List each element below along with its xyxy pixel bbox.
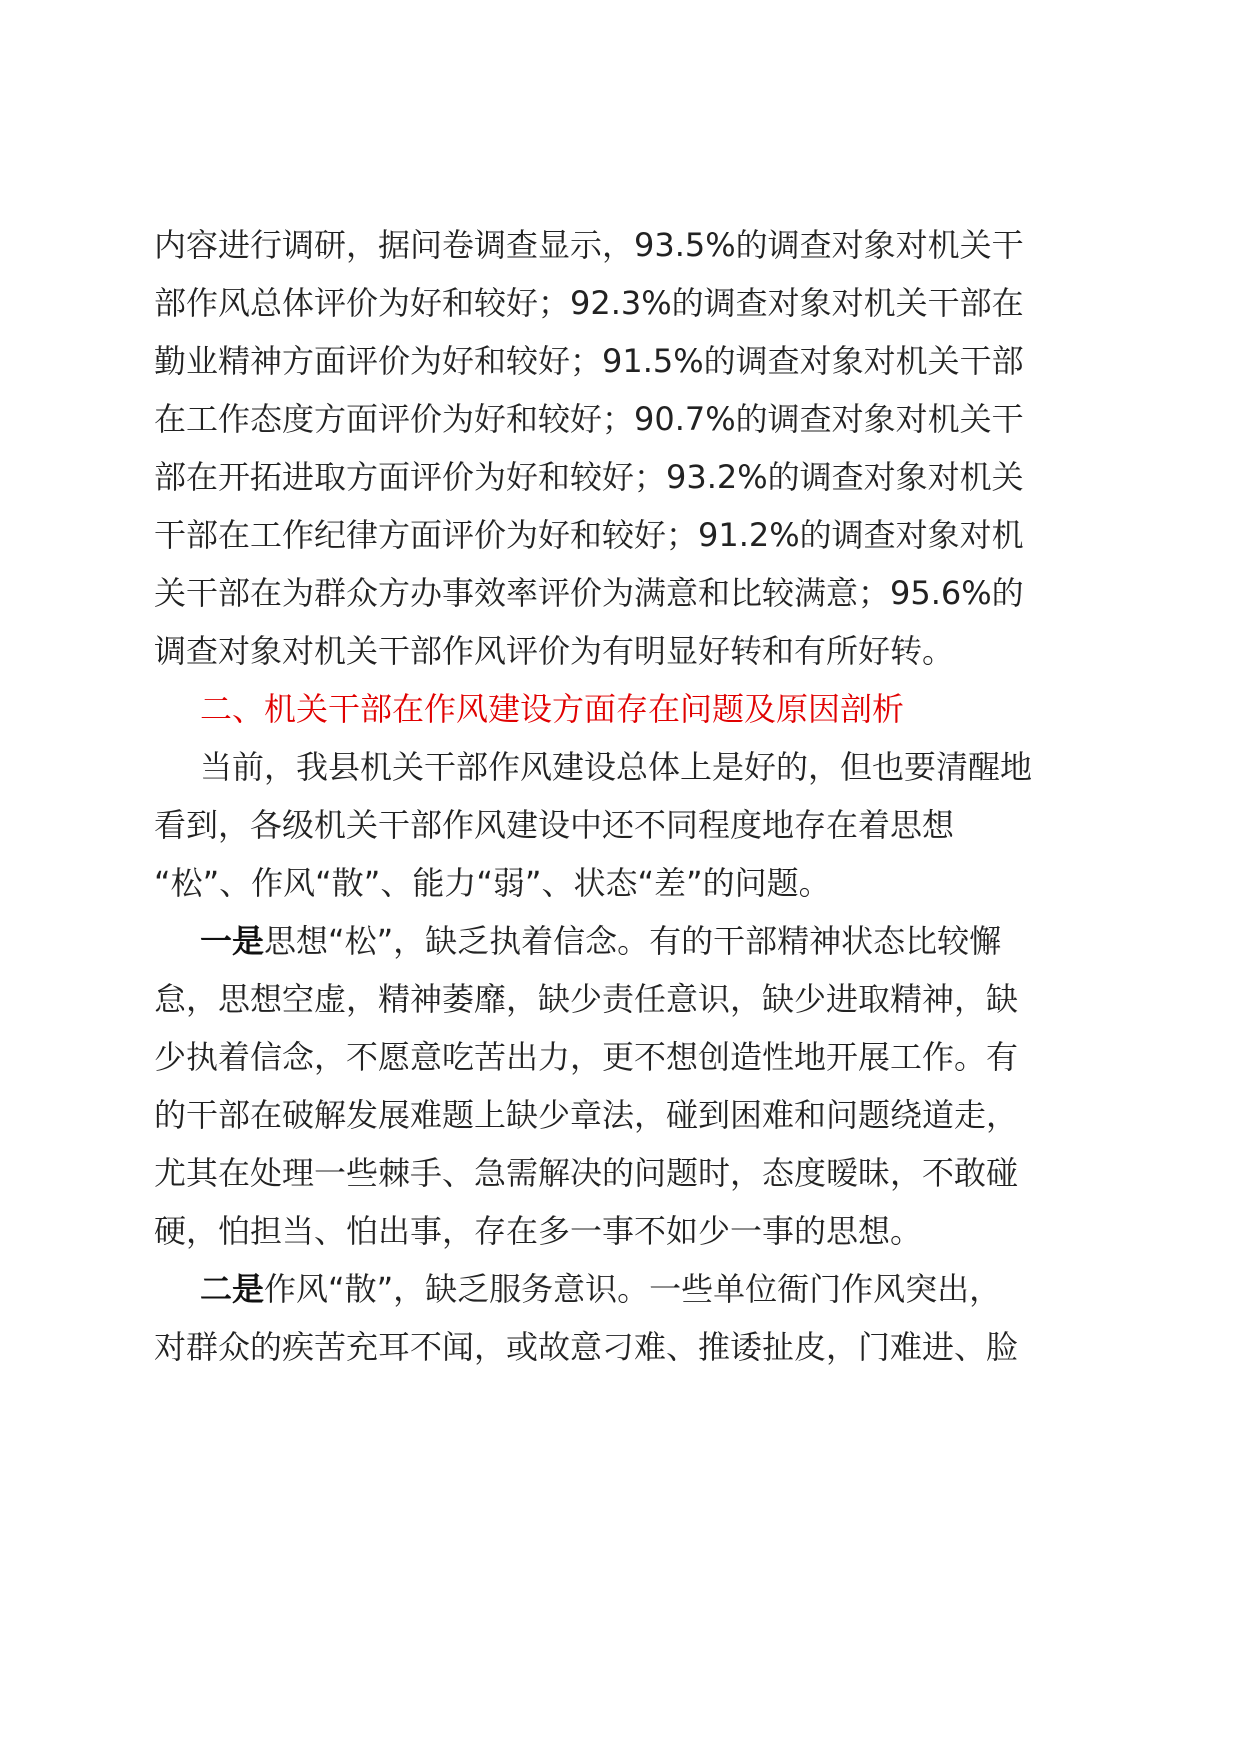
paragraph-text: 思想“松”，缺乏执着信念。有的干部精神状态比较懈	[264, 922, 1002, 960]
paragraph-line: 内容进行调研，据问卷调查显示，93.5%的调查对象对机关干	[154, 226, 1024, 264]
paragraph-line: 少执着信念，不愿意吃苦出力，更不想创造性地开展工作。有	[154, 1038, 1019, 1076]
paragraph-first-line	[200, 1259, 1001, 1319]
paragraph-line: 干部在工作纪律方面评价为好和较好；91.2%的调查对象对机	[154, 516, 1024, 554]
paragraph-line: 调查对象对机关干部作风评价为有明显好转和有所好转。	[154, 632, 955, 670]
paragraph-text: 作风“散”，缺乏服务意识。一些单位衙门作风突出，	[264, 1270, 1002, 1308]
paragraph-line: 的干部在破解发展难题上缺少章法，碰到困难和问题绕道走，	[154, 1096, 1019, 1134]
paragraph-line: 部作风总体评价为好和较好；92.3%的调查对象对机关干部在	[154, 284, 1024, 322]
section-heading: 二、机关干部在作风建设方面存在问题及原因剖析	[200, 690, 905, 728]
paragraph-line: 部在开拓进取方面评价为好和较好；93.2%的调查对象对机关	[154, 458, 1024, 496]
paragraph-line: 在工作态度方面评价为好和较好；90.7%的调查对象对机关干	[154, 400, 1024, 438]
paragraph-line: 关干部在为群众方办事效率评价为满意和比较满意；95.6%的	[154, 574, 1024, 612]
paragraph-line: 看到，各级机关干部作风建设中还不同程度地存在着思想	[154, 806, 955, 844]
paragraph-line: “松”、作风“散”、能力“弱”、状态“差”的问题。	[154, 864, 831, 902]
paragraph-lead: 二是	[200, 1270, 265, 1308]
paragraph-line: 当前，我县机关干部作风建设总体上是好的，但也要清醒地	[200, 748, 1033, 786]
paragraph-line: 勤业精神方面评价为好和较好；91.5%的调查对象对机关干部	[154, 342, 1024, 380]
paragraph-first-line	[200, 911, 1001, 971]
paragraph-line: 对群众的疾苦充耳不闻，或故意刁难、推诿扯皮，门难进、脸	[154, 1328, 1019, 1366]
paragraph-line: 硬，怕担当、怕出事，存在多一事不如少一事的思想。	[154, 1212, 923, 1250]
paragraph-lead: 一是	[200, 922, 265, 960]
paragraph-line: 尤其在处理一些棘手、急需解决的问题时，态度暧昧，不敢碰	[154, 1154, 1019, 1192]
paragraph-line: 怠，思想空虚，精神萎靡，缺少责任意识，缺少进取精神，缺	[154, 980, 1019, 1018]
